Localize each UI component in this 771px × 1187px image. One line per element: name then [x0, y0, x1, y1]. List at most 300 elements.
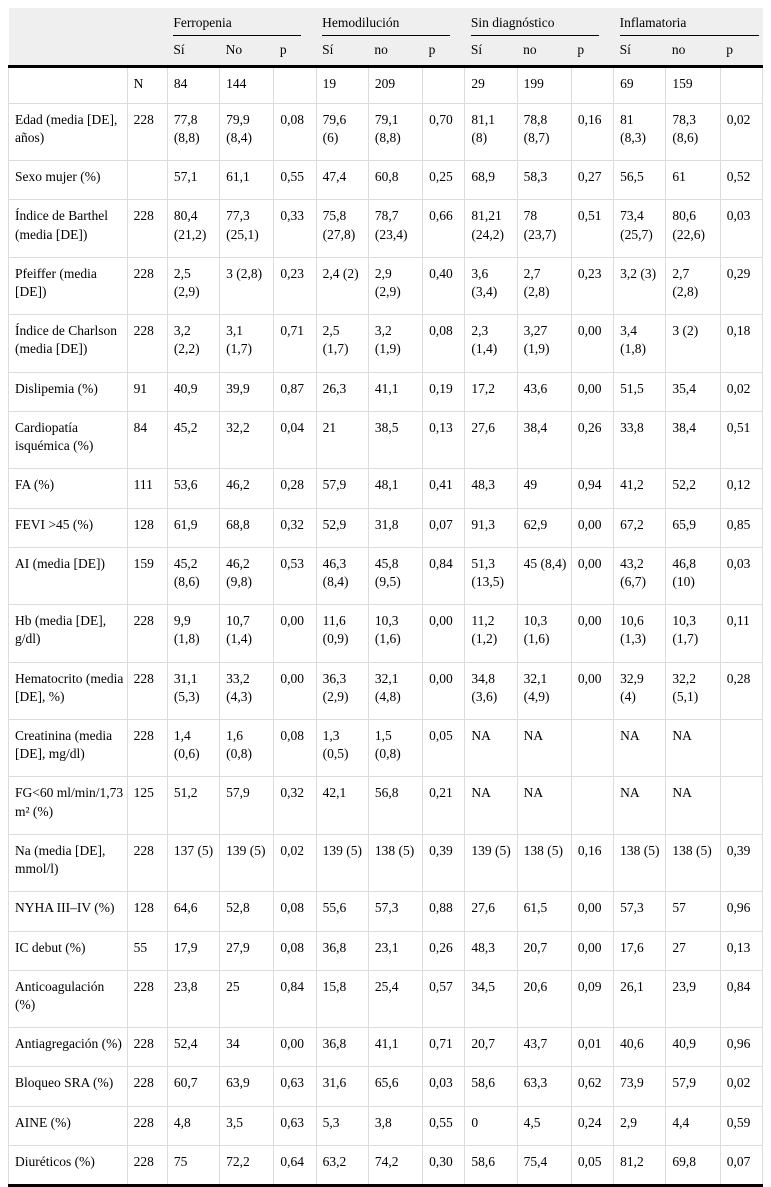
group-label: Ferropenia: [173, 14, 301, 36]
table-row: [9, 931, 763, 970]
data-cell: 0,23: [571, 257, 613, 314]
row-label: Na (media [DE], mmol/l): [9, 834, 128, 891]
row-label: Hematocrito (media [DE], %): [9, 662, 128, 719]
data-cell: 0,21: [423, 777, 465, 834]
data-cell: 32,1 (4,9): [517, 662, 571, 719]
table-row: [9, 200, 763, 257]
table-row: [9, 1145, 763, 1185]
data-cell: 65,9: [666, 508, 720, 547]
column-group-inflamatoria: [614, 8, 763, 38]
data-cell: 26,3: [316, 372, 368, 411]
data-cell: 138 (5): [368, 834, 422, 891]
data-cell: 3,2 (1,9): [368, 315, 422, 372]
row-label: Bloqueo SRA (%): [9, 1067, 128, 1106]
data-cell: 0,29: [720, 257, 762, 314]
data-cell: 0,32: [274, 508, 316, 547]
data-cell: NA: [614, 720, 666, 777]
row-n-value: 228: [127, 1028, 167, 1067]
data-cell: 26,1: [614, 970, 666, 1027]
data-cell: NA: [465, 777, 517, 834]
data-cell: 0,62: [571, 1067, 613, 1106]
data-cell: 0,28: [720, 662, 762, 719]
data-cell: 11,2 (1,2): [465, 605, 517, 662]
data-cell: 0: [465, 1106, 517, 1145]
data-cell: NA: [517, 777, 571, 834]
data-cell: 2,9 (2,9): [368, 257, 422, 314]
data-cell: 51,3 (13,5): [465, 547, 517, 604]
data-cell: 78,3 (8,6): [666, 103, 720, 160]
data-cell: 34,8 (3,6): [465, 662, 517, 719]
data-cell: 0,39: [423, 834, 465, 891]
sub-header-si: Sí: [614, 38, 666, 67]
data-cell: 0,02: [274, 834, 316, 891]
row-n-value: 128: [127, 892, 167, 931]
data-cell: 10,3 (1,6): [368, 605, 422, 662]
data-cell: 0,18: [720, 315, 762, 372]
row-n-value: 84: [127, 411, 167, 468]
data-cell: 0,55: [423, 1106, 465, 1145]
data-cell: 32,2: [220, 411, 274, 468]
table-header: [9, 8, 763, 67]
row-label: Índice de Barthel (media [DE]): [9, 200, 128, 257]
data-cell: 0,01: [571, 1028, 613, 1067]
data-cell: 47,4: [316, 161, 368, 200]
data-cell: NA: [666, 720, 720, 777]
data-cell: [720, 67, 762, 103]
data-cell: 0,16: [571, 103, 613, 160]
data-cell: 79,9 (8,4): [220, 103, 274, 160]
row-n-value: 91: [127, 372, 167, 411]
table-row: [9, 257, 763, 314]
data-cell: 78 (23,7): [517, 200, 571, 257]
data-cell: 62,9: [517, 508, 571, 547]
data-cell: 31,1 (5,3): [167, 662, 219, 719]
row-n-value: 128: [127, 508, 167, 547]
data-cell: 209: [368, 67, 422, 103]
row-n-value: 228: [127, 1106, 167, 1145]
data-cell: 0,71: [274, 315, 316, 372]
data-cell: 32,9 (4): [614, 662, 666, 719]
data-cell: 57,9: [666, 1067, 720, 1106]
data-cell: 33,2 (4,3): [220, 662, 274, 719]
table-row: [9, 1067, 763, 1106]
data-cell: 3,6 (3,4): [465, 257, 517, 314]
data-cell: 139 (5): [220, 834, 274, 891]
data-cell: 0,70: [423, 103, 465, 160]
data-cell: 52,9: [316, 508, 368, 547]
data-cell: 0,02: [720, 103, 762, 160]
data-cell: 0,55: [274, 161, 316, 200]
data-cell: 1,4 (0,6): [167, 720, 219, 777]
data-cell: 78,7 (23,4): [368, 200, 422, 257]
data-cell: 3 (2): [666, 315, 720, 372]
data-cell: 36,8: [316, 931, 368, 970]
data-cell: [423, 67, 465, 103]
data-cell: 48,3: [465, 469, 517, 508]
row-n-value: 111: [127, 469, 167, 508]
data-cell: 139 (5): [316, 834, 368, 891]
data-cell: 46,2: [220, 469, 274, 508]
data-cell: 60,7: [167, 1067, 219, 1106]
data-cell: 0,63: [274, 1106, 316, 1145]
data-cell: 3,8: [368, 1106, 422, 1145]
row-n-value: 125: [127, 777, 167, 834]
table-row: [9, 1106, 763, 1145]
data-cell: 0,26: [423, 931, 465, 970]
data-cell: 61,1: [220, 161, 274, 200]
group-label: Inflamatoria: [620, 14, 759, 36]
table-body: [9, 67, 763, 1186]
data-cell: 81,1 (8): [465, 103, 517, 160]
data-cell: 0,28: [274, 469, 316, 508]
sub-header-no: no: [666, 38, 720, 67]
data-cell: 0,41: [423, 469, 465, 508]
data-cell: 10,3 (1,6): [517, 605, 571, 662]
data-cell: 137 (5): [167, 834, 219, 891]
data-cell: 69: [614, 67, 666, 103]
data-cell: 57: [666, 892, 720, 931]
row-n-value: 228: [127, 662, 167, 719]
table-row: [9, 411, 763, 468]
row-label: Anticoagulación (%): [9, 970, 128, 1027]
data-cell: 43,6: [517, 372, 571, 411]
data-cell: 45,2: [167, 411, 219, 468]
data-cell: 84: [167, 67, 219, 103]
sub-header-p: p: [720, 38, 762, 67]
table-row: [9, 315, 763, 372]
data-cell: 45,8 (9,5): [368, 547, 422, 604]
data-cell: 0,08: [274, 720, 316, 777]
data-cell: 2,9: [614, 1106, 666, 1145]
sub-header-p: p: [274, 38, 316, 67]
data-cell: 74,2: [368, 1145, 422, 1185]
data-cell: 75,4: [517, 1145, 571, 1185]
data-cell: 52,8: [220, 892, 274, 931]
row-label: NYHA III–IV (%): [9, 892, 128, 931]
data-cell: 57,9: [220, 777, 274, 834]
data-cell: 58,3: [517, 161, 571, 200]
data-cell: 0,51: [571, 200, 613, 257]
table-row: [9, 67, 763, 103]
data-cell: 33,8: [614, 411, 666, 468]
data-cell: 52,4: [167, 1028, 219, 1067]
data-cell: 63,3: [517, 1067, 571, 1106]
data-cell: 68,9: [465, 161, 517, 200]
data-cell: 0,33: [274, 200, 316, 257]
sub-header-p: p: [571, 38, 613, 67]
row-label: Diuréticos (%): [9, 1145, 128, 1185]
data-cell: 159: [666, 67, 720, 103]
sub-header-no: no: [517, 38, 571, 67]
data-cell: 79,1 (8,8): [368, 103, 422, 160]
row-label: Cardiopatía isquémica (%): [9, 411, 128, 468]
data-cell: 20,6: [517, 970, 571, 1027]
data-cell: 0,30: [423, 1145, 465, 1185]
data-cell: 4,4: [666, 1106, 720, 1145]
data-cell: 61,9: [167, 508, 219, 547]
row-label: AINE (%): [9, 1106, 128, 1145]
data-cell: 46,2 (9,8): [220, 547, 274, 604]
row-n-value: 55: [127, 931, 167, 970]
data-cell: 61: [666, 161, 720, 200]
data-cell: 0,07: [423, 508, 465, 547]
column-group-sin-diagnostico: [465, 8, 614, 38]
data-cell: 0,03: [720, 200, 762, 257]
table-row: [9, 1028, 763, 1067]
data-cell: 0,08: [423, 315, 465, 372]
data-cell: 45,2 (8,6): [167, 547, 219, 604]
data-cell: NA: [666, 777, 720, 834]
data-cell: NA: [517, 720, 571, 777]
data-cell: 36,3 (2,9): [316, 662, 368, 719]
data-cell: 43,7: [517, 1028, 571, 1067]
data-cell: 40,9: [167, 372, 219, 411]
data-cell: [571, 67, 613, 103]
data-cell: 0,00: [571, 508, 613, 547]
data-cell: 19: [316, 67, 368, 103]
data-cell: 17,6: [614, 931, 666, 970]
data-cell: 0,39: [720, 834, 762, 891]
data-cell: 5,3: [316, 1106, 368, 1145]
group-label: Sin diagnóstico: [471, 14, 599, 36]
data-cell: 51,2: [167, 777, 219, 834]
data-cell: 1,6 (0,8): [220, 720, 274, 777]
data-cell: 39,9: [220, 372, 274, 411]
row-label: Hb (media [DE], g/dl): [9, 605, 128, 662]
data-cell: NA: [465, 720, 517, 777]
data-cell: 3,2 (3): [614, 257, 666, 314]
data-cell: 0,59: [720, 1106, 762, 1145]
data-cell: 63,9: [220, 1067, 274, 1106]
data-cell: 0,71: [423, 1028, 465, 1067]
data-cell: 10,3 (1,7): [666, 605, 720, 662]
data-cell: 0,11: [720, 605, 762, 662]
data-cell: 20,7: [465, 1028, 517, 1067]
data-cell: 27: [666, 931, 720, 970]
data-cell: 36,8: [316, 1028, 368, 1067]
table-row: [9, 777, 763, 834]
row-label: FG<60 ml/min/1,73 m² (%): [9, 777, 128, 834]
data-cell: 3,5: [220, 1106, 274, 1145]
data-cell: 79,6 (6): [316, 103, 368, 160]
data-cell: 1,5 (0,8): [368, 720, 422, 777]
data-cell: 27,9: [220, 931, 274, 970]
data-cell: 0,25: [423, 161, 465, 200]
data-cell: 2,4 (2): [316, 257, 368, 314]
data-cell: 48,3: [465, 931, 517, 970]
sub-header-corner: [9, 38, 168, 67]
row-n-value: N: [127, 67, 167, 103]
data-cell: 77,8 (8,8): [167, 103, 219, 160]
data-cell: 0,08: [274, 931, 316, 970]
data-cell: 61,5: [517, 892, 571, 931]
data-cell: 41,1: [368, 372, 422, 411]
data-cell: NA: [614, 777, 666, 834]
data-cell: 91,3: [465, 508, 517, 547]
data-cell: 31,6: [316, 1067, 368, 1106]
data-cell: 72,2: [220, 1145, 274, 1185]
data-cell: 46,8 (10): [666, 547, 720, 604]
table-row: [9, 161, 763, 200]
data-cell: [720, 777, 762, 834]
data-cell: 0,04: [274, 411, 316, 468]
row-label: Pfeiffer (media [DE]): [9, 257, 128, 314]
data-cell: 27,6: [465, 892, 517, 931]
row-label: Antiagregación (%): [9, 1028, 128, 1067]
data-cell: 77,3 (25,1): [220, 200, 274, 257]
row-n-value: 228: [127, 257, 167, 314]
data-cell: 41,1: [368, 1028, 422, 1067]
row-n-value: 228: [127, 1067, 167, 1106]
data-cell: 0,66: [423, 200, 465, 257]
data-cell: 23,9: [666, 970, 720, 1027]
data-cell: 41,2: [614, 469, 666, 508]
data-cell: 64,6: [167, 892, 219, 931]
data-cell: 0,24: [571, 1106, 613, 1145]
header-corner: [9, 8, 168, 38]
data-cell: 0,87: [274, 372, 316, 411]
data-cell: 45 (8,4): [517, 547, 571, 604]
data-cell: [274, 67, 316, 103]
data-cell: 0,02: [720, 372, 762, 411]
data-cell: 75: [167, 1145, 219, 1185]
data-cell: 73,9: [614, 1067, 666, 1106]
data-cell: 0,32: [274, 777, 316, 834]
data-cell: 25: [220, 970, 274, 1027]
data-cell: 0,00: [274, 605, 316, 662]
data-cell: 3 (2,8): [220, 257, 274, 314]
data-cell: 46,3 (8,4): [316, 547, 368, 604]
table-row: [9, 103, 763, 160]
data-cell: 80,6 (22,6): [666, 200, 720, 257]
data-cell: 0,94: [571, 469, 613, 508]
data-cell: 0,16: [571, 834, 613, 891]
data-cell: 0,00: [571, 547, 613, 604]
data-cell: 4,5: [517, 1106, 571, 1145]
data-cell: 35,4: [666, 372, 720, 411]
data-cell: 4,8: [167, 1106, 219, 1145]
data-cell: 0,57: [423, 970, 465, 1027]
data-cell: 58,6: [465, 1145, 517, 1185]
row-label: Índice de Charlson (media [DE]): [9, 315, 128, 372]
data-cell: 38,4: [666, 411, 720, 468]
data-cell: 57,1: [167, 161, 219, 200]
data-cell: 56,5: [614, 161, 666, 200]
group-label: Hemodilución: [322, 14, 450, 36]
data-cell: 23,8: [167, 970, 219, 1027]
data-cell: 9,9 (1,8): [167, 605, 219, 662]
data-cell: 38,4: [517, 411, 571, 468]
data-cell: 0,13: [720, 931, 762, 970]
data-cell: 10,6 (1,3): [614, 605, 666, 662]
data-cell: 0,84: [274, 970, 316, 1027]
data-cell: 3,27 (1,9): [517, 315, 571, 372]
row-n-value: 228: [127, 315, 167, 372]
data-cell: 0,00: [274, 662, 316, 719]
table-row: [9, 834, 763, 891]
data-cell: 0,85: [720, 508, 762, 547]
row-label: Sexo mujer (%): [9, 161, 128, 200]
table-row: [9, 547, 763, 604]
row-label: Edad (media [DE], años): [9, 103, 128, 160]
data-cell: 57,3: [368, 892, 422, 931]
data-cell: 32,2 (5,1): [666, 662, 720, 719]
row-label: [9, 67, 128, 103]
data-cell: 31,8: [368, 508, 422, 547]
data-cell: 17,9: [167, 931, 219, 970]
data-cell: 0,53: [274, 547, 316, 604]
data-cell: 138 (5): [666, 834, 720, 891]
data-cell: 67,2: [614, 508, 666, 547]
table-row: [9, 970, 763, 1027]
data-cell: 0,00: [571, 662, 613, 719]
data-cell: 29: [465, 67, 517, 103]
data-cell: 1,3 (0,5): [316, 720, 368, 777]
sub-header-row: [9, 38, 763, 67]
data-cell: 0,02: [720, 1067, 762, 1106]
data-cell: 0,00: [571, 605, 613, 662]
data-cell: 3,2 (2,2): [167, 315, 219, 372]
data-cell: 144: [220, 67, 274, 103]
data-cell: 49: [517, 469, 571, 508]
data-cell: [571, 720, 613, 777]
data-cell: 60,8: [368, 161, 422, 200]
sub-header-si: Sí: [167, 38, 219, 67]
statistics-table: [8, 8, 763, 1187]
data-cell: 0,27: [571, 161, 613, 200]
data-cell: 2,3 (1,4): [465, 315, 517, 372]
data-cell: 0,84: [423, 547, 465, 604]
data-cell: 2,7 (2,8): [517, 257, 571, 314]
row-label: FA (%): [9, 469, 128, 508]
table-row: [9, 892, 763, 931]
data-cell: 139 (5): [465, 834, 517, 891]
data-cell: 73,4 (25,7): [614, 200, 666, 257]
group-header-row: [9, 8, 763, 38]
data-cell: 0,00: [571, 372, 613, 411]
table-row: [9, 662, 763, 719]
data-cell: 0,40: [423, 257, 465, 314]
data-cell: 81 (8,3): [614, 103, 666, 160]
row-n-value: 228: [127, 970, 167, 1027]
data-cell: 75,8 (27,8): [316, 200, 368, 257]
data-cell: 138 (5): [517, 834, 571, 891]
data-cell: 0,96: [720, 892, 762, 931]
table-row: [9, 372, 763, 411]
data-cell: 43,2 (6,7): [614, 547, 666, 604]
data-cell: 40,9: [666, 1028, 720, 1067]
data-cell: 0,63: [274, 1067, 316, 1106]
data-cell: 0,88: [423, 892, 465, 931]
data-cell: 0,08: [274, 103, 316, 160]
data-cell: 63,2: [316, 1145, 368, 1185]
data-cell: 0,13: [423, 411, 465, 468]
data-cell: 0,00: [571, 931, 613, 970]
data-cell: [720, 720, 762, 777]
data-cell: 48,1: [368, 469, 422, 508]
data-cell: 40,6: [614, 1028, 666, 1067]
data-cell: 10,7 (1,4): [220, 605, 274, 662]
data-cell: 0,03: [720, 547, 762, 604]
data-cell: 0,23: [274, 257, 316, 314]
data-cell: 0,00: [423, 605, 465, 662]
data-cell: 0,05: [571, 1145, 613, 1185]
data-cell: 34: [220, 1028, 274, 1067]
data-cell: 3,4 (1,8): [614, 315, 666, 372]
data-cell: 2,5 (1,7): [316, 315, 368, 372]
data-cell: 0,96: [720, 1028, 762, 1067]
data-cell: 53,6: [167, 469, 219, 508]
